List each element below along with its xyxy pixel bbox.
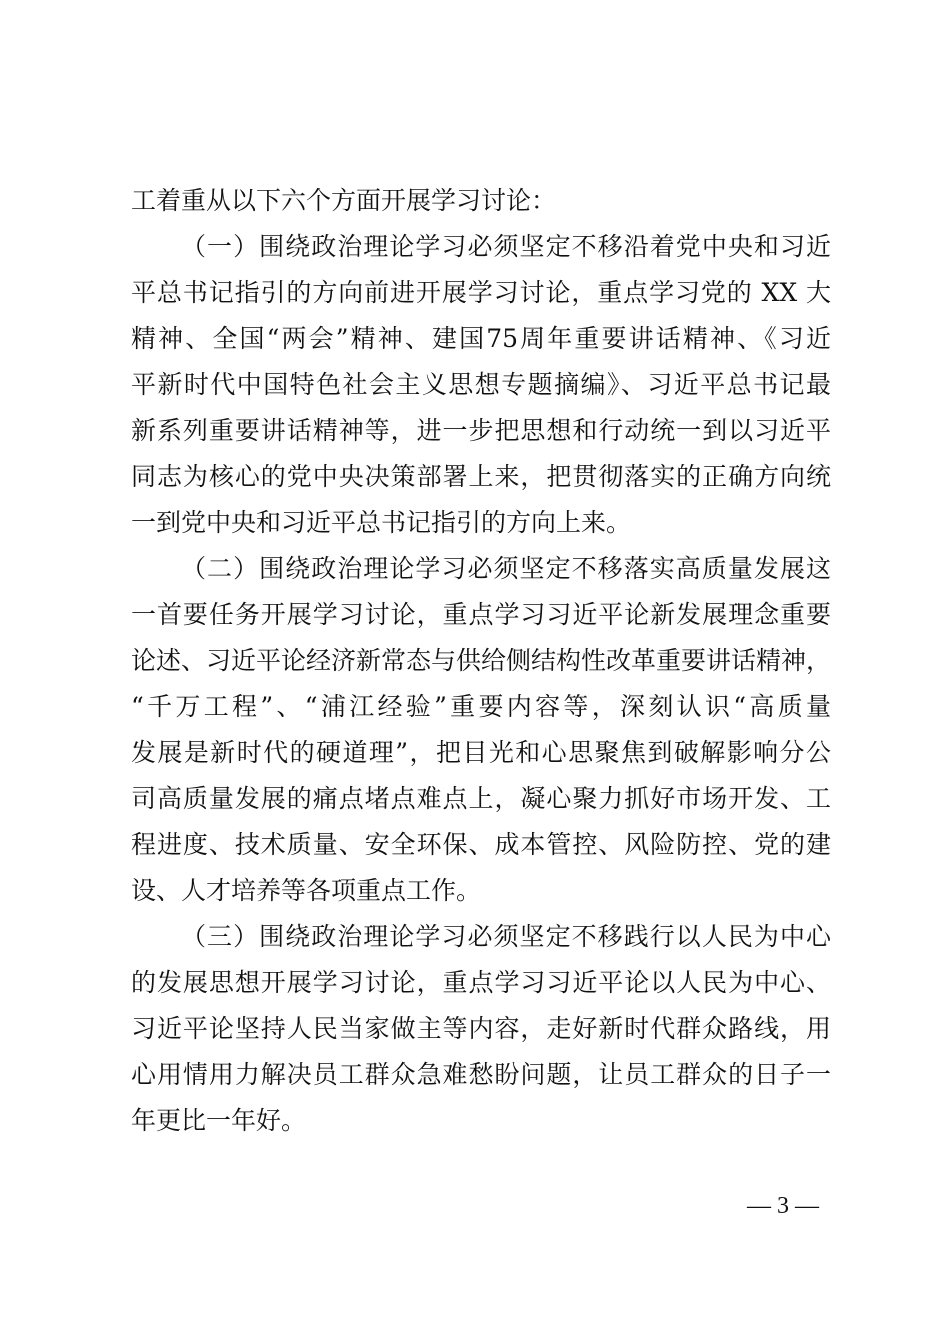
text-line: 平新时代中国特色社会主义思想专题摘编》、习近平总书记最 [131,370,831,399]
text-line: 的发展思想开展学习讨论，重点学习习近平论以人民为中心、 [131,968,831,997]
text-line: （三）围绕政治理论学习必须坚定不移践行以人民为中心 [181,922,831,951]
page-number: — 3 — [747,1193,819,1219]
text-line: 程进度、技术质量、安全环保、成本管控、风险防控、党的建 [131,830,831,859]
text-line: （一）围绕政治理论学习必须坚定不移沿着党中央和习近 [181,232,831,261]
text-line: 新系列重要讲话精神等，进一步把思想和行动统一到以习近平 [131,416,831,445]
text-line: 平总书记指引的方向前进开展学习讨论，重点学习党的 XX 大 [131,278,831,307]
text-line: 论述、习近平论经济新常态与供给侧结构性改革重要讲话精神， [131,646,832,675]
text-line: 同志为核心的党中央决策部署上来，把贯彻落实的正确方向统 [131,462,831,491]
text-line: 习近平论坚持人民当家做主等内容，走好新时代群众路线，用 [131,1014,831,1043]
text-line: 精神、全国“两会”精神、建国75周年重要讲话精神、《习近 [131,324,831,353]
text-line: 设、人才培养等各项重点工作。 [131,876,482,905]
text-line: “千万工程”、“浦江经验”重要内容等，深刻认识“高质量 [131,692,831,721]
text-line: 工着重从以下六个方面开展学习讨论： [131,186,557,215]
text-line: 年更比一年好。 [131,1106,307,1135]
text-line: 一到党中央和习近平总书记指引的方向上来。 [131,508,632,537]
text-line: 发展是新时代的硬道理”，把目光和心思聚焦到破解影响分公 [131,738,831,767]
text-line: 心用情用力解决员工群众急难愁盼问题，让员工群众的日子一 [131,1060,831,1089]
text-line: 司高质量发展的痛点堵点难点上，凝心聚力抓好市场开发、工 [131,784,831,813]
document-body [131,178,831,1144]
text-line: 一首要任务开展学习讨论，重点学习习近平论新发展理念重要 [131,600,831,629]
text-line: （二）围绕政治理论学习必须坚定不移落实高质量发展这 [181,554,831,583]
